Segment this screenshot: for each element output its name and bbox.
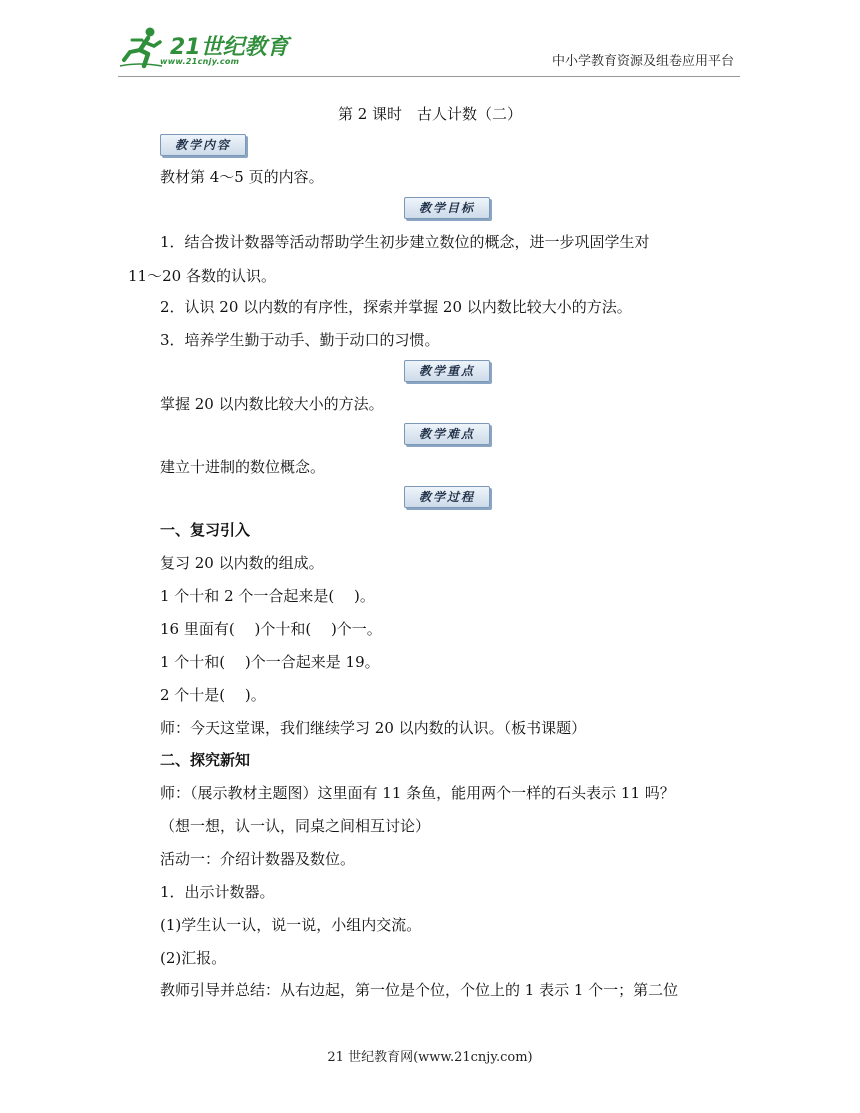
- key-point-text: 掌握 20 以内数比较大小的方法。: [160, 395, 384, 413]
- difficulty-text: 建立十进制的数位概念。: [160, 458, 326, 476]
- goal-1-line-2: 11～20 各数的认识。: [128, 267, 276, 285]
- teacher-remark-1: 师：今天这堂课，我们继续学习 20 以内数的认识。（板书课题）: [160, 719, 587, 737]
- teacher-summary: 教师引导并总结：从右边起，第一位是个位，个位上的 1 表示 1 个一；第二位: [160, 981, 679, 999]
- teacher-remark-2: 师：（展示教材主题图）这里面有 11 条鱼，能用两个一样的石头表示 11 吗？: [160, 784, 675, 802]
- part-1-heading: 一、复习引入: [160, 521, 251, 539]
- activity-1: 活动一：介绍计数器及数位。: [160, 850, 356, 868]
- part-2-heading: 二、探究新知: [160, 751, 251, 769]
- goal-1-line-1: 1．结合拨计数器等活动帮助学生初步建立数位的概念，进一步巩固学生对: [160, 233, 650, 251]
- review-intro: 复习 20 以内数的组成。: [160, 554, 324, 572]
- step-1b: (2)汇报。: [160, 949, 227, 967]
- content-text: 教材第 4～5 页的内容。: [160, 168, 324, 186]
- logo: [118, 26, 288, 72]
- goal-3: 3．培养学生勤于动手、勤于动口的习惯。: [160, 331, 440, 349]
- question-3: 1 个十和( )个一合起来是 19。: [160, 653, 380, 671]
- logo-url: www.21cnjy.com: [160, 57, 240, 66]
- process-badge: 教学过程: [404, 486, 490, 508]
- lesson-title: 第 2 课时 古人计数（二）: [337, 105, 523, 123]
- logo-text: 21世纪教育: [170, 35, 289, 60]
- header-divider: [118, 76, 740, 77]
- question-4: 2 个十是( )。: [160, 686, 266, 704]
- discussion-note: （想一想，认一认，同桌之间相互讨论）: [160, 817, 431, 835]
- question-2: 16 里面有( )个十和( )个一。: [160, 620, 382, 638]
- key-point-badge: 教学重点: [404, 360, 490, 382]
- goals-badge: 教学目标: [404, 197, 490, 219]
- difficulty-badge: 教学难点: [404, 423, 490, 445]
- question-1: 1 个十和 2 个一合起来是( )。: [160, 587, 375, 605]
- platform-name: 中小学教育资源及组卷应用平台: [551, 54, 734, 69]
- page-footer: 21 世纪教育网(www.21cnjy.com): [327, 1050, 533, 1065]
- step-1: 1．出示计数器。: [160, 883, 275, 901]
- content-badge: 教学内容: [160, 134, 246, 156]
- page-header: [0, 0, 860, 80]
- step-1a: (1)学生认一认，说一说，小组内交流。: [160, 916, 422, 934]
- goal-2: 2．认识 20 以内数的有序性，探索并掌握 20 以内数比较大小的方法。: [160, 298, 632, 316]
